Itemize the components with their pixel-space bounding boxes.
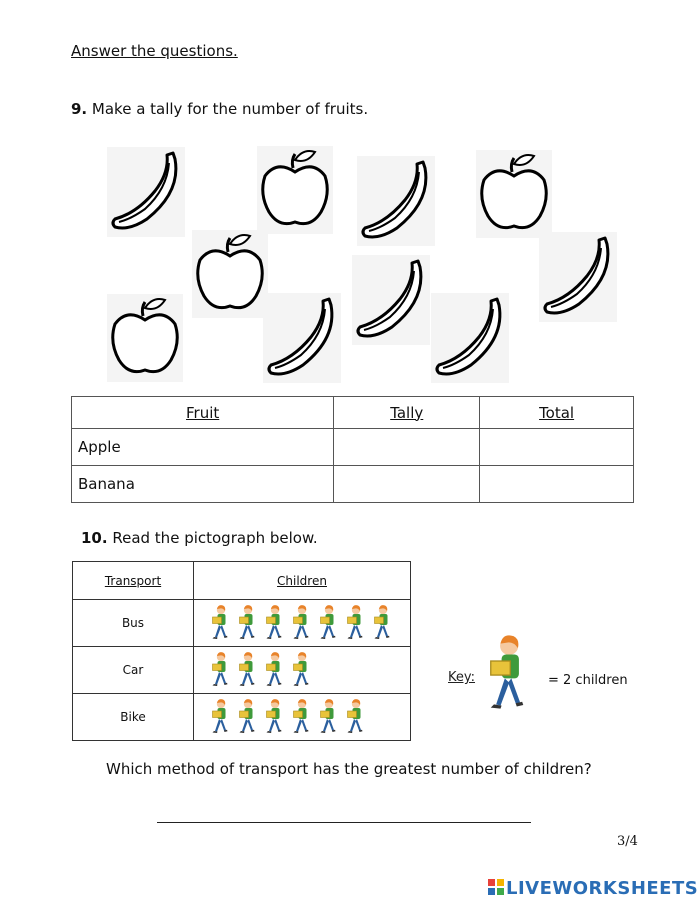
question-10-number: 10. [81, 529, 108, 547]
header-fruit: Fruit [72, 397, 334, 429]
child-icon [289, 604, 313, 642]
apple-picture [476, 150, 552, 238]
child-icon [235, 698, 259, 736]
banana-picture [263, 293, 341, 383]
child-icon [235, 604, 259, 642]
table-row [73, 694, 411, 741]
key-child-icon [481, 632, 533, 720]
banana-picture [352, 255, 430, 345]
header-transport: Transport [73, 562, 194, 600]
table-row [72, 429, 634, 466]
question-9-number: 9. [71, 100, 88, 118]
liveworksheets-logo [488, 878, 698, 900]
row-fruit-apple: Apple [72, 429, 334, 466]
child-icon [262, 698, 286, 736]
instructions-heading: Answer the questions. [71, 42, 238, 60]
child-icon [370, 604, 394, 642]
apple-picture [107, 294, 183, 382]
page-number: 3/4 [617, 834, 638, 849]
child-icon [208, 698, 232, 736]
apple-picture [257, 146, 333, 234]
logo-icon [488, 879, 504, 899]
pictograph-table [72, 561, 411, 741]
logo-text: LIVEWORKSHEETS [506, 878, 699, 899]
banana-picture [431, 293, 509, 383]
question-9 [71, 100, 368, 118]
transport-question: Which method of transport has the greatest number of children? [106, 760, 592, 778]
child-icon [262, 604, 286, 642]
child-icon [343, 604, 367, 642]
child-icon [235, 651, 259, 689]
row-label-bike: Bike [73, 694, 194, 741]
key-label: Key: [448, 670, 476, 685]
row-label-bus: Bus [73, 600, 194, 647]
question-10-text: Read the pictograph below. [107, 529, 318, 547]
child-icon [316, 698, 340, 736]
tally-input-banana[interactable] [334, 466, 480, 503]
apple-picture [192, 230, 268, 318]
icons-bus [194, 600, 411, 647]
table-row [72, 466, 634, 503]
question-10 [81, 529, 318, 547]
child-icon [262, 651, 286, 689]
total-input-banana[interactable] [480, 466, 634, 503]
child-icon [343, 698, 367, 736]
answer-line[interactable] [157, 822, 531, 823]
banana-picture [539, 232, 617, 322]
tally-table [71, 396, 634, 503]
header-tally: Tally [334, 397, 480, 429]
banana-picture [357, 156, 435, 246]
child-icon [289, 651, 313, 689]
icons-bike [194, 694, 411, 741]
table-row [73, 600, 411, 647]
pictograph-header [73, 562, 411, 600]
child-icon [208, 651, 232, 689]
question-9-text: Make a tally for the number of fruits. [87, 100, 369, 118]
header-total: Total [480, 397, 634, 429]
child-icon [316, 604, 340, 642]
tally-table-header [72, 397, 634, 429]
total-input-apple[interactable] [480, 429, 634, 466]
child-icon [208, 604, 232, 642]
key-value: = 2 children [548, 673, 628, 688]
icons-car [194, 647, 411, 694]
table-row [73, 647, 411, 694]
row-fruit-banana: Banana [72, 466, 334, 503]
child-icon [289, 698, 313, 736]
header-children: Children [194, 562, 411, 600]
tally-input-apple[interactable] [334, 429, 480, 466]
row-label-car: Car [73, 647, 194, 694]
banana-picture [107, 147, 185, 237]
